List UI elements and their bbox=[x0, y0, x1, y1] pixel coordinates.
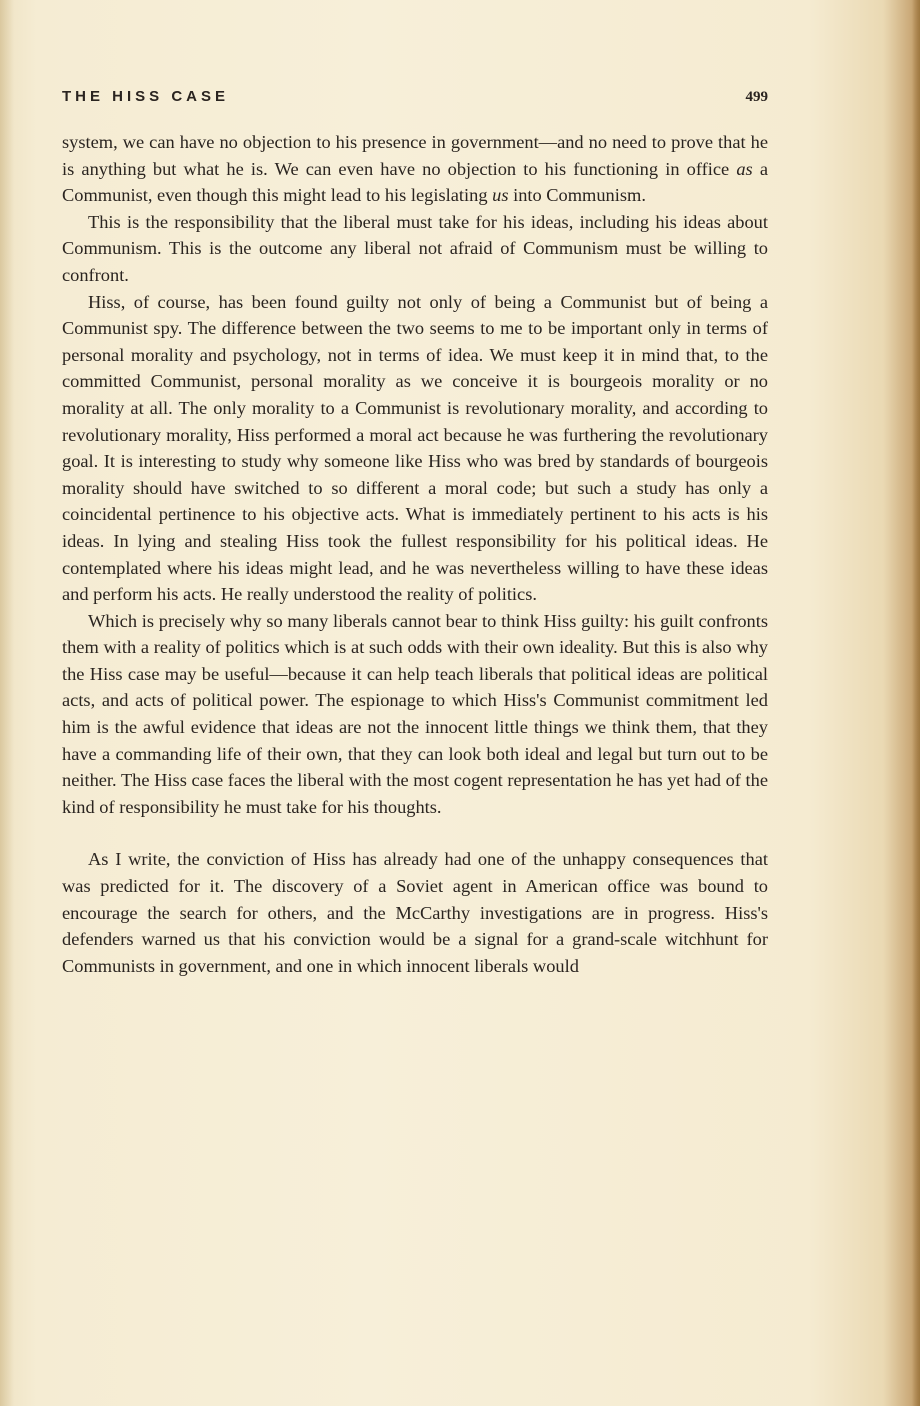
running-head-title: THE HISS CASE bbox=[62, 88, 230, 105]
emphasis: as bbox=[736, 158, 753, 179]
page-number: 499 bbox=[745, 89, 768, 105]
emphasis: us bbox=[492, 185, 509, 206]
book-page bbox=[62, 88, 768, 979]
page-gutter-shadow bbox=[0, 0, 14, 1406]
paragraph: This is the responsibility that the liberal must take for his ideas, including his ideas about Communism. This is the outcome any liberal not afraid of Communism must be willing to confront. bbox=[62, 211, 768, 285]
body-text bbox=[62, 129, 768, 979]
page-edge bbox=[912, 0, 920, 1406]
paragraph: As I write, the conviction of Hiss has already had one of the unhappy consequences that was predicted for it. The discovery of a Soviet agent in American office was bound to encourage the search for others, and the McCarthy investigations are in progress. Hiss's defenders warned us that his conviction would be a signal for a grand-scale witchhunt for Communists in government, and one in which innocent liberals would bbox=[62, 849, 768, 976]
paragraph: system, we can have no objection to his presence in government—and no need to prove that he is anything but what he is. We can even have no objection to his functioning in office as a Communist, even though this might lead to his legislating us into Communism. bbox=[62, 132, 769, 206]
paragraph: Which is precisely why so many liberals cannot bear to think Hiss guilty: his guilt confronts them with a reality of politics which is at such odds with their own ideality. But this is also why the Hiss case may be useful—because it can help teach liberals that political ideas are political acts, and acts of political power. The espionage to which Hiss's Communist commitment led him is the awful evidence that ideas are not the innocent little things we think them, that they have a commanding life of their own, that they can look both ideal and legal but turn out to be neither. The Hiss case faces the liberal with the most cogent representation he has yet had of the kind of responsibility he must take for his thoughts. bbox=[62, 610, 768, 817]
paragraph: Hiss, of course, has been found guilty not only of being a Communist but of being a Communist spy. The difference between the two seems to me to be important only in terms of personal morality and psychology, not in terms of idea. We must keep it in mind that, to the committed Communist, personal morality as we conceive it is bourgeois morality or no morality at all. The only morality to a Communist is revolutionary morality, and according to revolutionary morality, Hiss performed a moral act because he was furthering the revolutionary goal. It is interesting to study why someone like Hiss who was bred by standards of bourgeois morality should have switched to so different a moral code; but such a study has only a coincidental pertinence to his objective acts. What is immediately pertinent to his acts is his ideas. In lying and stealing Hiss took the fullest responsibility for his political ideas. He contemplated where his ideas might lead, and he was nevertheless willing to have these ideas and perform his acts. He really understood the reality of politics. bbox=[62, 291, 768, 605]
running-head bbox=[62, 88, 768, 110]
